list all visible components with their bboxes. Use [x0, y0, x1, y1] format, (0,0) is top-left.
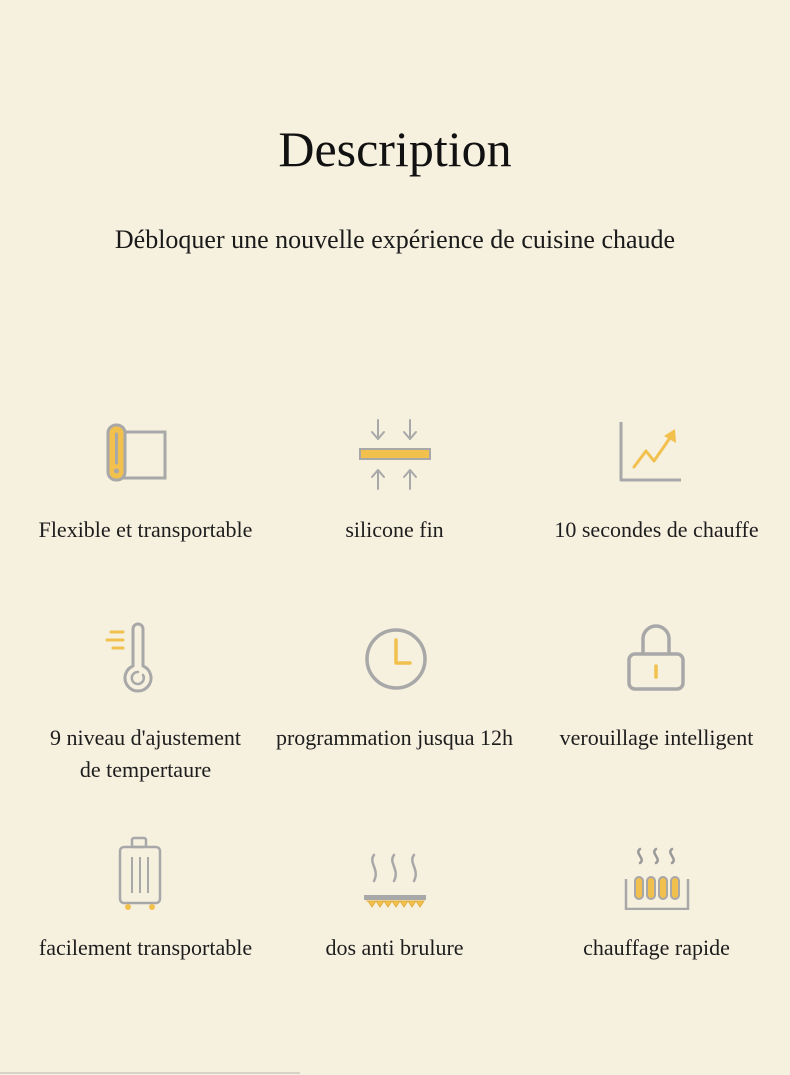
label-line: chauffage rapide: [583, 935, 730, 960]
heating-curve-icon: [606, 417, 706, 492]
label-line: de tempertaure: [79, 757, 212, 782]
feature-label: [525, 932, 788, 964]
feature-label: [263, 932, 526, 964]
feature-label: [14, 932, 277, 964]
page-title: Description: [278, 121, 512, 177]
feature-label: [14, 722, 277, 786]
thin-silicone-icon: [344, 417, 444, 492]
thermometer-icon: [95, 622, 195, 697]
page-subtitle: Débloquer une nouvelle expérience de cuisine chaude: [114, 225, 676, 254]
feature-label: [14, 514, 277, 546]
clock-icon: [344, 622, 444, 697]
fast-heating-icon: [606, 835, 706, 910]
bottom-divider: [0, 1072, 300, 1074]
label-line: facilement transportable: [38, 935, 253, 960]
label-line: programmation jusqua 12h: [275, 725, 514, 750]
feature-label: [263, 514, 526, 546]
label-line: 9 niveau d'ajustement: [50, 725, 241, 750]
label-line: verouillage intelligent: [559, 725, 754, 750]
feature-label: [525, 514, 788, 546]
label-line: silicone fin: [345, 517, 444, 542]
label-line: dos anti brulure: [325, 935, 464, 960]
anti-burn-icon: [344, 835, 444, 910]
flexible-roll-icon: [95, 417, 195, 492]
label-line: Flexible et transportable: [38, 517, 253, 542]
lock-icon: [606, 622, 706, 697]
suitcase-icon: [95, 835, 195, 910]
feature-label: [525, 722, 788, 754]
feature-label: [263, 722, 526, 754]
label-line: 10 secondes de chauffe: [554, 517, 759, 542]
